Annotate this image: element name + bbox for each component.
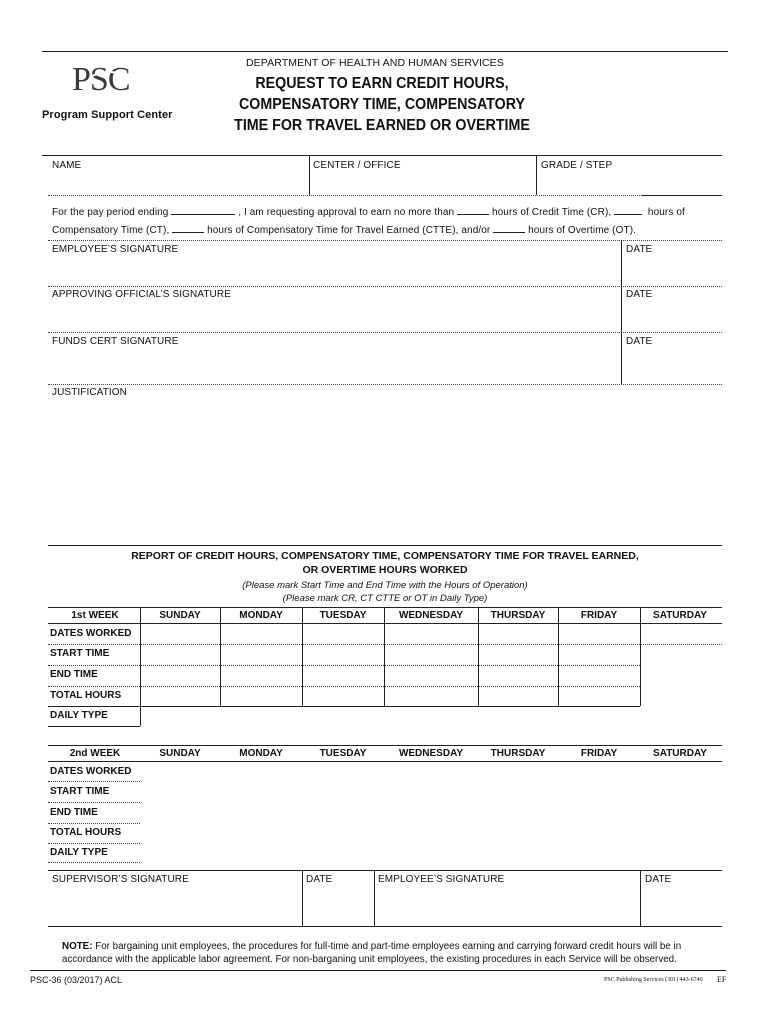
info-bottom-rule [48, 195, 642, 196]
week-1-thursday: THURSDAY [490, 610, 546, 621]
center-office-label: CENTER / OFFICE [313, 160, 401, 171]
program-name: Program Support Center [42, 109, 173, 121]
info-top-rule [42, 155, 722, 156]
supervisor-signature-label: SUPERVISOR’S SIGNATURE [52, 874, 189, 885]
week-2-label: 2nd WEEK [69, 748, 121, 759]
week-2-start-time: START TIME [50, 786, 110, 797]
week-2-tuesday: TUESDAY [319, 748, 367, 759]
employee-signature-field[interactable] [48, 256, 618, 284]
note-text: NOTE: For bargaining unit employees, the procedures for full-time and part-time employees earning and carrying forward credit hours will be in accordance with the applicable labor agreement. For non-barganing unit employees, the existing procedures in each Service will be observed. [62, 941, 682, 965]
approving-signature-field[interactable] [48, 300, 618, 328]
week-1-wednesday: WEDNESDAY [398, 610, 464, 621]
info-divider-1 [309, 155, 310, 195]
week-1-tuesday: TUESDAY [319, 610, 367, 621]
week-2-thursday: THURSDAY [490, 748, 546, 759]
top-rule [42, 51, 728, 52]
employee-signature-bottom-field[interactable] [376, 888, 638, 924]
employee-date-bottom-label: DATE [645, 874, 672, 885]
request-line-1: For the pay period ending , I am requesting approval to earn no more than hours of Credit Time (CR), hours of [52, 207, 685, 218]
report-instruction-1: (Please mark Start Time and End Time with the Hours of Operation) [242, 580, 528, 591]
week-1-saturday: SATURDAY [653, 610, 707, 621]
info-divider-2 [536, 155, 537, 195]
form-number: PSC-36 (03/2017) ACL [30, 975, 123, 985]
grade-step-label: GRADE / STEP [541, 160, 613, 171]
week-2-daily-type: DAILY TYPE [50, 847, 108, 858]
publisher-info: PSC Publishing Services (301) 443-6740 [604, 977, 703, 983]
report-top-rule [48, 545, 722, 546]
week-1-end-time: END TIME [50, 669, 98, 680]
report-instruction-2: (Please mark CR, CT CTTE or OT in Daily Type) [282, 593, 488, 604]
pay-period-field[interactable] [171, 205, 235, 215]
psc-logo [70, 58, 144, 103]
week-1-daily-type: DAILY TYPE [50, 710, 108, 721]
week-2-wednesday: WEDNESDAY [398, 748, 464, 759]
approving-official-signature-label: APPROVING OFFICIAL’S SIGNATURE [52, 289, 231, 300]
report-title-line-1: REPORT OF CREDIT HOURS, COMPENSATORY TIME, COMPENSATORY TIME FOR TRAVEL EARNED, [131, 550, 639, 562]
week-2-dates-worked: DATES WORKED [50, 766, 132, 777]
department-name: DEPARTMENT OF HEALTH AND HUMAN SERVICES [246, 57, 504, 69]
employee-signature-label: EMPLOYEE’S SIGNATURE [52, 244, 179, 255]
week-1-sunday: SUNDAY [159, 610, 201, 621]
week-2-sunday: SUNDAY [159, 748, 201, 759]
week-2-total-hours: TOTAL HOURS [50, 827, 122, 838]
week-2-monday: MONDAY [239, 748, 283, 759]
week-1-dates-worked: DATES WORKED [50, 628, 132, 639]
funds-date-label: DATE [626, 336, 653, 347]
week-1-label: 1st WEEK [71, 610, 119, 621]
signature-date-divider [621, 240, 622, 384]
justification-field[interactable] [48, 400, 722, 540]
funds-signature-field[interactable] [48, 348, 618, 378]
report-title-line-2: OR OVERTIME HOURS WORKED [302, 564, 468, 576]
justification-label: JUSTIFICATION [52, 387, 128, 398]
approving-date-label: DATE [626, 289, 653, 300]
supervisor-date-label: DATE [306, 874, 333, 885]
form-title-line-1: REQUEST TO EARN CREDIT HOURS, [255, 75, 509, 92]
footer-rule [30, 970, 726, 971]
week-1-monday: MONDAY [239, 610, 283, 621]
week-2-end-time: END TIME [50, 807, 98, 818]
week-2-friday: FRIDAY [580, 748, 618, 759]
funds-cert-signature-label: FUNDS CERT SIGNATURE [52, 336, 179, 347]
credit-hours-field[interactable] [457, 205, 489, 215]
logo-text: PSC [72, 61, 130, 98]
supervisor-signature-field[interactable] [48, 888, 300, 924]
week-1-total-hours: TOTAL HOURS [50, 690, 122, 701]
name-label: NAME [52, 160, 82, 171]
request-line-2: Compensatory Time (CT), hours of Compensatory Time for Travel Earned (CTTE), and/or hours of Overtime (OT). [52, 225, 637, 236]
comp-hours-field[interactable] [614, 205, 642, 215]
week-1-start-time: START TIME [50, 648, 110, 659]
week-2-saturday: SATURDAY [653, 748, 707, 759]
overtime-hours-field[interactable] [493, 223, 525, 233]
ctte-hours-field[interactable] [172, 223, 204, 233]
form-title-line-2: COMPENSATORY TIME, COMPENSATORY [238, 96, 526, 113]
employee-signature-bottom-label: EMPLOYEE’S SIGNATURE [378, 874, 505, 885]
form-code: EF [717, 975, 727, 984]
form-title-line-3: TIME FOR TRAVEL EARNED OR OVERTIME [234, 117, 530, 134]
employee-date-label: DATE [626, 244, 653, 255]
week-1-friday: FRIDAY [580, 610, 618, 621]
